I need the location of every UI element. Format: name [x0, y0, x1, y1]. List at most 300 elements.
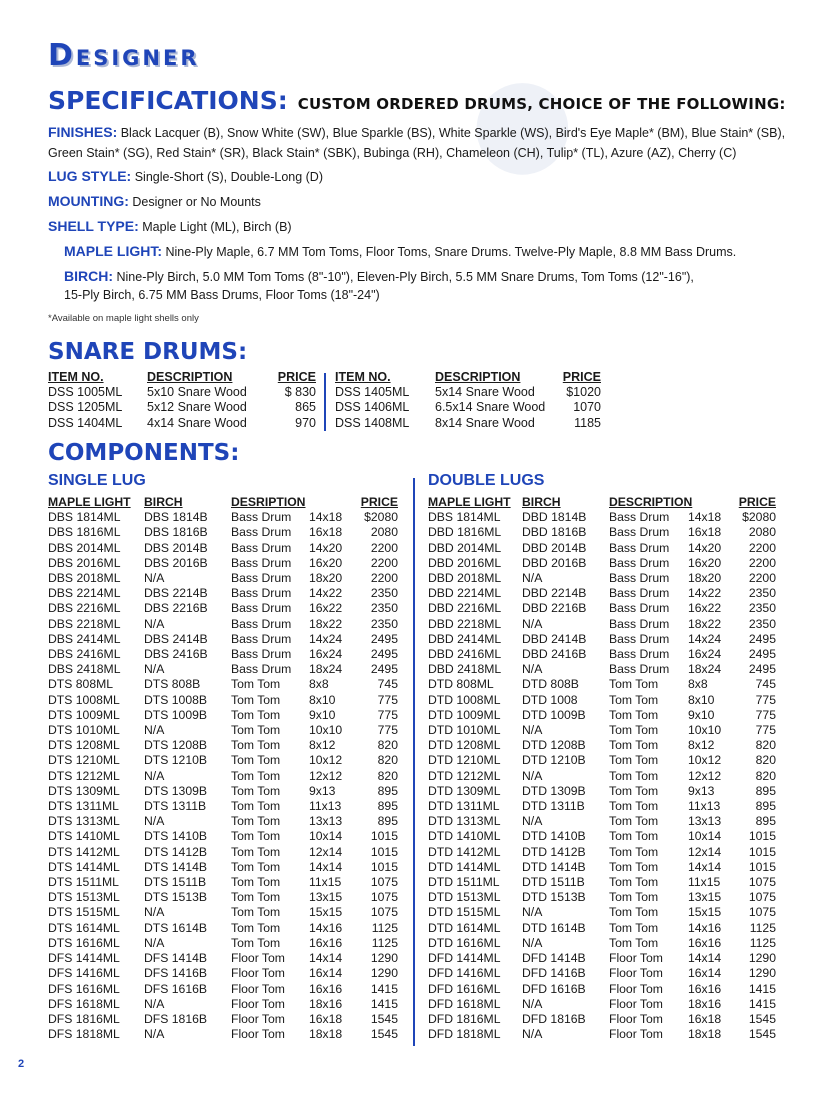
table-cell: 9x10 — [309, 707, 336, 722]
table-cell: Tom Tom — [609, 920, 659, 935]
table-cell: 820 — [377, 768, 398, 783]
lug-style-value: Single-Short (S), Double-Long (D) — [134, 170, 323, 184]
table-cell: 1290 — [370, 951, 398, 966]
snare-header-row — [335, 370, 601, 385]
table-cell: DBS 1814ML — [48, 510, 121, 525]
table-cell: N/A — [522, 662, 543, 677]
table-cell: DTS 1616ML — [48, 935, 120, 950]
table-cell: DBD 2014B — [522, 540, 587, 555]
header-maple-light: MAPLE LIGHT — [48, 495, 131, 509]
table-row — [48, 601, 398, 616]
table-cell: DSS 1005ML — [48, 385, 123, 400]
table-cell: DTD 1309ML — [428, 783, 501, 798]
table-cell: Bass Drum — [609, 631, 670, 646]
table-cell: 2350 — [370, 586, 398, 601]
table-row — [48, 905, 398, 920]
table-cell: Tom Tom — [231, 905, 281, 920]
table-cell: Floor Tom — [609, 981, 663, 996]
table-cell: Bass Drum — [609, 555, 670, 570]
table-cell: 6.5x14 Snare Wood — [435, 400, 546, 415]
table-cell: N/A — [144, 1027, 165, 1042]
table-cell: 12x14 — [309, 844, 343, 859]
table-cell: 13x13 — [309, 814, 343, 829]
shell-type-label: SHELL TYPE: — [48, 218, 139, 234]
table-row — [48, 586, 398, 601]
table-row — [428, 921, 776, 936]
table-cell: DTS 808B — [144, 677, 201, 692]
table-cell: N/A — [522, 571, 543, 586]
table-row — [428, 1027, 776, 1042]
table-cell: Floor Tom — [609, 966, 663, 981]
table-cell: Bass Drum — [609, 616, 670, 631]
table-cell: 2350 — [370, 616, 398, 631]
table-cell: Bass Drum — [231, 647, 292, 662]
table-cell: 2200 — [748, 540, 776, 555]
table-cell: Bass Drum — [609, 510, 670, 525]
table-row — [428, 525, 776, 540]
table-cell: 13x15 — [309, 890, 343, 905]
table-cell: 2350 — [748, 601, 776, 616]
table-cell: Tom Tom — [609, 935, 659, 950]
table-row — [428, 708, 776, 723]
table-row — [428, 510, 776, 525]
table-cell: DFD 1816B — [522, 1011, 586, 1026]
table-cell: N/A — [144, 662, 165, 677]
header-price: PRICE — [277, 370, 316, 384]
table-cell: DTD 1616ML — [428, 935, 501, 950]
table-cell: Tom Tom — [231, 814, 281, 829]
table-cell: DTD 1008 — [522, 692, 578, 707]
table-cell: DTS 1009ML — [48, 707, 120, 722]
components-divider — [413, 478, 415, 1046]
table-row — [428, 799, 776, 814]
table-cell: 820 — [377, 753, 398, 768]
table-cell: $ 830 — [284, 385, 316, 400]
table-cell: 12x14 — [688, 844, 722, 859]
table-cell: Tom Tom — [231, 935, 281, 950]
table-cell: 16x16 — [309, 935, 343, 950]
table-cell: 1015 — [748, 829, 776, 844]
table-cell: 1545 — [370, 1027, 398, 1042]
table-cell: DBS 2416ML — [48, 647, 121, 662]
table-cell: N/A — [144, 905, 165, 920]
table-cell: DFD 1618ML — [428, 996, 501, 1011]
table-cell: Tom Tom — [609, 814, 659, 829]
table-cell: Tom Tom — [231, 890, 281, 905]
table-cell: DFD 1416B — [522, 966, 586, 981]
table-cell: DSS 1205ML — [48, 400, 123, 415]
table-row — [48, 860, 398, 875]
table-cell: DFS 1616B — [144, 981, 208, 996]
table-cell: DFD 1414B — [522, 951, 586, 966]
table-cell: DFD 1414ML — [428, 951, 501, 966]
maple-light-value: Nine-Ply Maple, 6.7 MM Tom Toms, Floor Toms, Snare Drums. Twelve-Ply Maple, 8.8 MM Bass Drums. — [165, 245, 737, 259]
finishes-line-1 — [48, 122, 785, 143]
table-cell: 16x16 — [309, 981, 343, 996]
table-row — [428, 875, 776, 890]
table-cell: Floor Tom — [231, 981, 285, 996]
table-row — [48, 1012, 398, 1027]
mounting-label: MOUNTING: — [48, 193, 129, 209]
table-row — [428, 753, 776, 768]
table-cell: Tom Tom — [231, 829, 281, 844]
table-cell: Floor Tom — [231, 966, 285, 981]
finishes-value-1: Black Lacquer (B), Snow White (SW), Blue Sparkle (BS), White Sparkle (WS), Bird's Eye Maple* (BM), Blue Stain* (SB), — [120, 126, 786, 140]
table-cell: 16x20 — [688, 555, 722, 570]
single-header-row — [48, 495, 398, 510]
table-cell: DSS 1406ML — [335, 400, 410, 415]
table-row — [428, 586, 776, 601]
table-cell: 14x14 — [688, 951, 722, 966]
table-row — [428, 769, 776, 784]
specifications-title-text: SPECIFICATIONS: — [48, 86, 288, 115]
header-description: DESCRIPTION — [609, 495, 693, 509]
table-cell: DTS 1614B — [144, 920, 208, 935]
table-cell: 14x18 — [688, 510, 722, 525]
table-cell: 1075 — [370, 875, 398, 890]
table-cell: Tom Tom — [231, 844, 281, 859]
table-cell: DTD 1009ML — [428, 707, 501, 722]
table-cell: DTD 1513ML — [428, 890, 501, 905]
table-cell: Bass Drum — [231, 601, 292, 616]
table-cell: 11x13 — [688, 799, 721, 814]
table-cell: DTS 1511ML — [48, 875, 119, 890]
table-row — [48, 556, 398, 571]
table-cell: DBD 2414ML — [428, 631, 502, 646]
table-cell: 12x12 — [688, 768, 722, 783]
finishes-line-2: Green Stain* (SG), Red Stain* (SR), Black Stain* (SBK), Bubinga (RH), Chameleon (CH), Tulip* (TL), Azure (AZ), Cherry (C) — [48, 146, 737, 160]
table-cell: DBS 2214ML — [48, 586, 121, 601]
table-cell: 14x22 — [688, 586, 722, 601]
single-lug-table — [48, 495, 398, 1042]
table-cell: 8x12 — [309, 738, 336, 753]
table-row — [428, 905, 776, 920]
table-cell: 10x14 — [688, 829, 722, 844]
header-item-no: ITEM NO. — [335, 370, 391, 384]
table-cell: 16x16 — [688, 981, 722, 996]
table-cell: N/A — [144, 571, 165, 586]
table-cell: Tom Tom — [609, 905, 659, 920]
table-cell: 8x10 — [309, 692, 336, 707]
table-cell: Tom Tom — [609, 692, 659, 707]
table-cell: DTD 1309B — [522, 783, 586, 798]
table-cell: 16x18 — [688, 525, 722, 540]
table-cell: 1290 — [748, 951, 776, 966]
table-cell: $2080 — [742, 510, 776, 525]
table-cell: 1125 — [371, 920, 398, 935]
table-cell: DBS 2016ML — [48, 555, 121, 570]
table-cell: 14x18 — [309, 510, 343, 525]
table-cell: 2080 — [370, 525, 398, 540]
table-cell: DBD 2418ML — [428, 662, 502, 677]
table-cell: Tom Tom — [609, 829, 659, 844]
table-cell: DSS 1405ML — [335, 385, 410, 400]
table-cell: DTS 1412ML — [48, 844, 120, 859]
table-cell: DBS 2014B — [144, 540, 208, 555]
table-row — [428, 890, 776, 905]
table-cell: 1545 — [748, 1027, 776, 1042]
table-cell: DTD 1511B — [522, 875, 585, 890]
table-cell: N/A — [522, 768, 543, 783]
table-cell: Floor Tom — [609, 996, 663, 1011]
table-cell: N/A — [522, 935, 543, 950]
table-cell: 775 — [755, 723, 776, 738]
lug-style-line — [48, 166, 323, 187]
table-cell: 2080 — [748, 525, 776, 540]
table-cell: 14x14 — [309, 859, 343, 874]
single-lug-title: SINGLE LUG — [48, 472, 146, 489]
table-row — [48, 966, 398, 981]
table-cell: 18x22 — [688, 616, 722, 631]
table-cell: 895 — [377, 783, 398, 798]
table-row — [48, 617, 398, 632]
table-cell: Floor Tom — [231, 996, 285, 1011]
table-cell: 1015 — [370, 859, 398, 874]
table-cell: N/A — [144, 814, 165, 829]
table-cell: 2200 — [370, 555, 398, 570]
mounting-line — [48, 191, 261, 212]
table-cell: 16x22 — [688, 601, 722, 616]
table-cell: 16x14 — [688, 966, 722, 981]
table-cell: DTS 1008ML — [48, 692, 120, 707]
maple-light-line — [64, 241, 736, 262]
table-row — [48, 814, 398, 829]
table-cell: N/A — [144, 616, 165, 631]
table-cell: Tom Tom — [231, 768, 281, 783]
table-cell: 1075 — [748, 875, 776, 890]
table-cell: DTS 1009B — [144, 707, 208, 722]
table-cell: 775 — [377, 707, 398, 722]
table-cell: 16x24 — [309, 647, 343, 662]
table-cell: DBS 1816B — [144, 525, 208, 540]
table-cell: DBS 2414ML — [48, 631, 121, 646]
table-cell: DBD 2214B — [522, 586, 587, 601]
table-cell: Tom Tom — [609, 723, 659, 738]
table-row — [428, 693, 776, 708]
table-cell: DTD 1410ML — [428, 829, 501, 844]
table-row — [335, 400, 601, 415]
table-cell: Bass Drum — [609, 571, 670, 586]
table-cell: DTD 1311ML — [428, 799, 500, 814]
table-row — [428, 784, 776, 799]
table-cell: DTS 1210B — [144, 753, 208, 768]
table-cell: DBD 2416B — [522, 647, 587, 662]
table-cell: Floor Tom — [609, 1027, 663, 1042]
table-cell: Tom Tom — [231, 677, 281, 692]
table-cell: 18x18 — [688, 1027, 722, 1042]
table-cell: DTD 1010ML — [428, 723, 501, 738]
page-heading: Designer — [48, 38, 200, 73]
table-cell: 1070 — [573, 400, 601, 415]
table-cell: 16x18 — [688, 1011, 722, 1026]
table-cell: DTS 1212ML — [48, 768, 120, 783]
table-cell: DBS 1814ML — [428, 510, 501, 525]
table-row — [428, 723, 776, 738]
table-cell: Bass Drum — [231, 571, 292, 586]
table-row — [428, 829, 776, 844]
table-cell: 1075 — [370, 905, 398, 920]
table-cell: 16x14 — [309, 966, 343, 981]
table-cell: 10x10 — [309, 723, 343, 738]
table-cell: N/A — [144, 996, 165, 1011]
table-cell: 14x20 — [309, 540, 343, 555]
table-cell: 13x15 — [688, 890, 722, 905]
table-cell: 2495 — [748, 647, 776, 662]
table-row — [48, 799, 398, 814]
table-cell: DTS 1313ML — [48, 814, 120, 829]
table-cell: 2495 — [748, 662, 776, 677]
snare-table-right — [335, 370, 601, 431]
table-cell: Bass Drum — [231, 616, 292, 631]
table-cell: DBD 2414B — [522, 631, 587, 646]
table-cell: DFS 1816ML — [48, 1011, 120, 1026]
table-cell: Tom Tom — [231, 920, 281, 935]
table-cell: 895 — [377, 799, 398, 814]
table-cell: 1125 — [749, 920, 776, 935]
table-cell: 895 — [377, 814, 398, 829]
specifications-title — [48, 86, 786, 115]
table-cell: DFS 1818ML — [48, 1027, 120, 1042]
table-cell: 16x22 — [309, 601, 343, 616]
table-row — [48, 708, 398, 723]
table-cell: 895 — [755, 783, 776, 798]
table-cell: Tom Tom — [609, 707, 659, 722]
table-row — [335, 416, 601, 431]
snare-header-row — [48, 370, 316, 385]
table-cell: Floor Tom — [231, 1027, 285, 1042]
table-cell: N/A — [144, 935, 165, 950]
table-row — [48, 936, 398, 951]
table-cell: DTS 1309ML — [48, 783, 120, 798]
table-row — [48, 1027, 398, 1042]
table-cell: DBD 2016ML — [428, 555, 502, 570]
double-header-row — [428, 495, 776, 510]
table-cell: 14x24 — [688, 631, 722, 646]
table-cell: 1015 — [370, 844, 398, 859]
table-cell: 16x16 — [688, 935, 722, 950]
finishes-label: FINISHES: — [48, 124, 118, 140]
table-cell: Tom Tom — [609, 753, 659, 768]
table-cell: DBD 2216ML — [428, 601, 502, 616]
table-cell: Bass Drum — [231, 525, 292, 540]
table-cell: DTD 1614ML — [428, 920, 501, 935]
table-cell: 18x22 — [309, 616, 343, 631]
table-row — [428, 982, 776, 997]
table-cell: 1015 — [748, 844, 776, 859]
table-cell: 5x12 Snare Wood — [147, 400, 247, 415]
table-cell: 2495 — [370, 647, 398, 662]
table-cell: DFS 1416ML — [48, 966, 120, 981]
table-cell: DTD 1614B — [522, 920, 586, 935]
table-cell: Tom Tom — [231, 799, 281, 814]
header-birch: BIRCH — [522, 495, 561, 509]
table-cell: 14x24 — [309, 631, 343, 646]
table-row — [48, 769, 398, 784]
table-cell: 745 — [755, 677, 776, 692]
birch-line-2: 15-Ply Birch, 6.75 MM Bass Drums, Floor Toms (18"-24") — [64, 288, 380, 302]
lug-style-label: LUG STYLE: — [48, 168, 132, 184]
mounting-value: Designer or No Mounts — [132, 195, 261, 209]
table-row — [48, 997, 398, 1012]
table-cell: Bass Drum — [609, 647, 670, 662]
table-cell: DSS 1404ML — [48, 415, 123, 430]
table-cell: 2350 — [748, 616, 776, 631]
table-cell: 775 — [755, 692, 776, 707]
watermark: ● — [470, 50, 575, 189]
table-cell: DTD 1511ML — [428, 875, 500, 890]
table-cell: 8x8 — [688, 677, 708, 692]
table-cell: DTD 1009B — [522, 707, 586, 722]
table-cell: DTD 1311B — [522, 799, 585, 814]
table-row — [428, 1012, 776, 1027]
table-row — [48, 693, 398, 708]
table-row — [428, 677, 776, 692]
table-cell: DBS 2014ML — [48, 540, 121, 555]
table-cell: 865 — [295, 400, 316, 415]
table-cell: Tom Tom — [231, 692, 281, 707]
table-cell: 14x20 — [688, 540, 722, 555]
table-cell: 14x14 — [688, 859, 722, 874]
table-cell: DTD 1008ML — [428, 692, 501, 707]
table-cell: 18x24 — [688, 662, 722, 677]
specifications-subtitle: CUSTOM ORDERED DRUMS, CHOICE OF THE FOLLOWING: — [297, 95, 786, 113]
header-description: DESCRIPTION — [435, 370, 521, 384]
table-cell: DBS 1814B — [144, 510, 208, 525]
table-cell: N/A — [522, 1027, 543, 1042]
table-cell: 1415 — [748, 981, 776, 996]
table-cell: 2200 — [370, 540, 398, 555]
table-cell: Bass Drum — [231, 586, 292, 601]
table-cell: DBS 2416B — [144, 647, 208, 662]
table-cell: Floor Tom — [609, 951, 663, 966]
table-cell: Tom Tom — [231, 738, 281, 753]
table-cell: DTS 1208B — [144, 738, 208, 753]
table-cell: 1545 — [370, 1011, 398, 1026]
table-cell: Tom Tom — [231, 723, 281, 738]
table-cell: DTS 1511B — [144, 875, 207, 890]
table-row — [48, 525, 398, 540]
table-row — [48, 632, 398, 647]
table-cell: DBS 1816ML — [48, 525, 121, 540]
table-cell: 1545 — [748, 1011, 776, 1026]
table-row — [428, 997, 776, 1012]
table-cell: 970 — [295, 415, 316, 430]
table-row — [428, 601, 776, 616]
table-row — [428, 571, 776, 586]
table-row — [48, 921, 398, 936]
table-cell: 14x16 — [309, 920, 343, 935]
table-cell: Bass Drum — [609, 662, 670, 677]
table-cell: Bass Drum — [609, 586, 670, 601]
table-row — [48, 677, 398, 692]
table-row — [428, 966, 776, 981]
table-cell: 8x10 — [688, 692, 715, 707]
table-cell: DBS 2418ML — [48, 662, 121, 677]
table-cell: 1075 — [748, 905, 776, 920]
table-cell: 10x12 — [688, 753, 722, 768]
table-cell: 1415 — [370, 996, 398, 1011]
table-cell: 8x12 — [688, 738, 715, 753]
table-cell: DTD 1513B — [522, 890, 586, 905]
table-cell: DBD 2216B — [522, 601, 587, 616]
table-cell: N/A — [522, 616, 543, 631]
table-cell: Tom Tom — [609, 890, 659, 905]
table-cell: 9x13 — [688, 783, 715, 798]
table-cell: 16x18 — [309, 525, 343, 540]
table-cell: Tom Tom — [609, 738, 659, 753]
table-cell: DFS 1416B — [144, 966, 208, 981]
table-cell: N/A — [522, 723, 543, 738]
